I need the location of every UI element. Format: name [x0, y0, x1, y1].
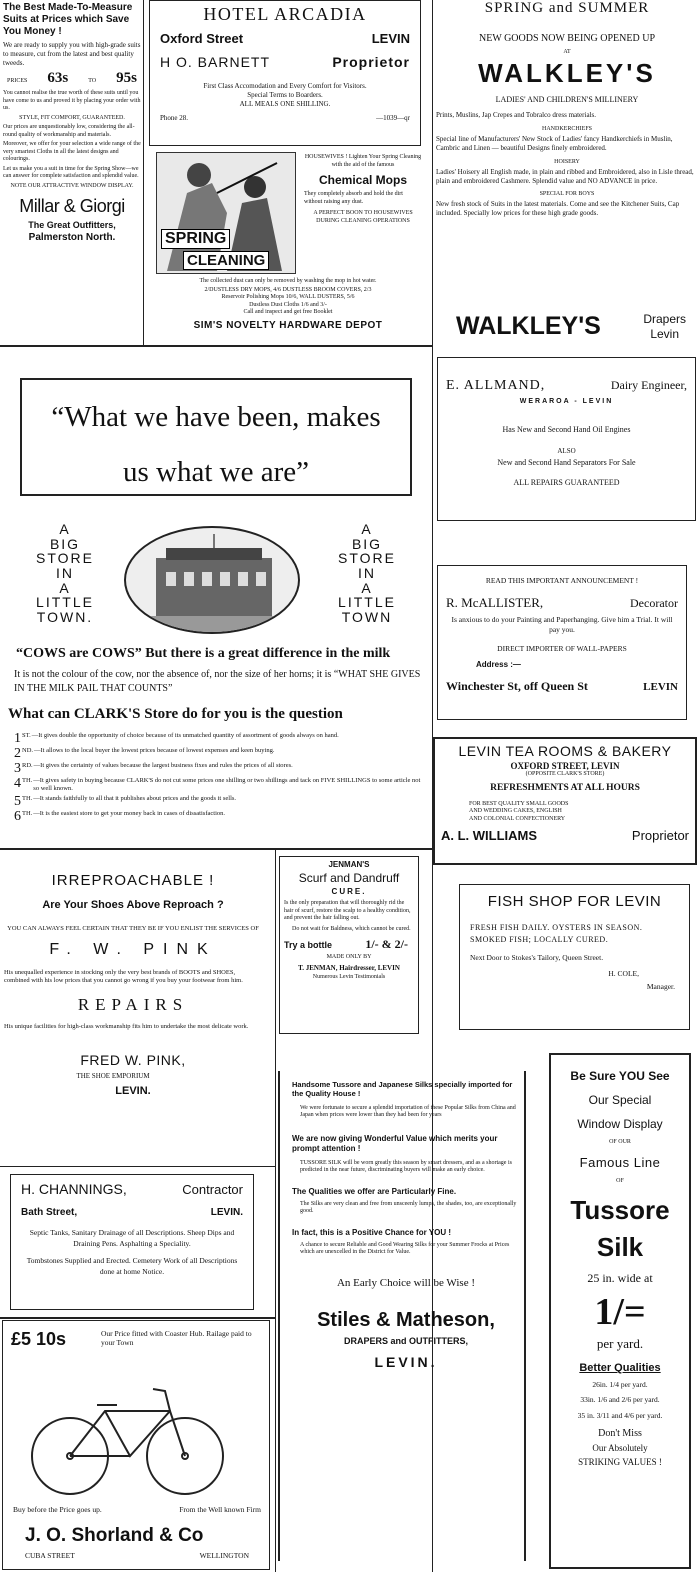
price-list: Reservoir Polishing Mops 10/6, WALL DUSTERS, 5/6 — [221, 294, 355, 300]
clarks-store-ad — [2, 350, 430, 846]
role: Decorator — [630, 596, 678, 611]
body-text: Special line of Manufacturers' New Stock of Ladies' fancy Handkerchiefs in Muslin, Cambric and Linen — beautiful Designs finely embroidered. — [436, 135, 673, 152]
body-text: Buy before the Price goes up. — [13, 1505, 102, 1514]
prices-label: PRICES — [7, 78, 28, 85]
slogan-word: STORE — [338, 550, 396, 567]
jenman-ad — [279, 856, 419, 1034]
product: Tussore — [570, 1195, 670, 1225]
point-number: 6 — [14, 808, 21, 824]
try-label: Try a bottle — [284, 940, 333, 950]
opposite: (OPPOSITE CLARK'S STORE) — [525, 771, 605, 777]
colour-line: It is not the colour of the cow, nor the absence of, nor the size of her horns; it is “WHAT SHE GIVES IN THE MILK PAIL THAT COUNTS” — [14, 669, 421, 694]
body-text: First Class Accomodation and Every Comfort for Visitors. — [203, 82, 367, 90]
headline: The Best Made-To-Measure Suits at Prices which Save You Money ! — [3, 2, 133, 37]
headline: Be Sure YOU See — [570, 1069, 670, 1083]
question-line: What can CLARK'S Store do for you is the question — [8, 706, 343, 722]
point-suffix: ST. — [22, 732, 31, 739]
emporium: THE SHOE EMPORIUM — [76, 1071, 150, 1080]
quality-line: 33in. 1/6 and 2/6 per yard. — [580, 1395, 660, 1405]
body-text: Call and inspect and get free Booklet — [243, 309, 333, 315]
point-item — [14, 777, 424, 794]
slogan-word: STORE — [36, 550, 94, 567]
street: OXFORD STREET, LEVIN — [510, 761, 620, 771]
per-yard: per yard. — [596, 1336, 644, 1351]
body-text: New fresh stock of Suits in the latest materials. Come and see the Kitchener Suits, Cap included. Specially low prices for these high grade goods. — [436, 200, 680, 217]
body-text: Prints, Muslins, Jap Crepes and Tobralco dress materials. — [436, 111, 596, 119]
store-name: WALKLEY'S — [456, 312, 601, 340]
body-text: Let us make you a suit in time for the Spring Show—we can answer for complete satisfaction and splendid value. — [3, 165, 139, 180]
millar-giorgi-ad — [3, 2, 141, 342]
body-text: Our prices are unquestionably low, considering the all-round quality of workmanship and materials. — [3, 124, 135, 138]
body-text: A chance to secure Reliable and Good Wearing Silks for your Summer Frocks at Prices which are unexcelled in the District for Value. — [300, 1241, 510, 1256]
bicycle-icon — [25, 1371, 225, 1501]
body-text: FOR BEST QUALITY SMALL GOODS — [469, 800, 569, 807]
maker: T. JENMAN, Hairdresser, LEVIN — [298, 963, 400, 972]
season-heading: SPRING and SUMMER — [484, 0, 650, 16]
town: LEVIN. — [374, 1353, 438, 1370]
hotel-title: HOTEL ARCADIA — [203, 4, 367, 24]
headline: Our Special — [588, 1093, 652, 1107]
store-name: Millar & Giorgi — [19, 196, 125, 217]
body-text: From the Well known Firm — [179, 1505, 261, 1514]
role: Proprietor — [332, 54, 410, 70]
headline: Famous Line — [579, 1154, 661, 1170]
shorland-bicycle-ad — [2, 1320, 270, 1570]
role: Dairy Engineer, — [610, 378, 687, 392]
point-text: —It allows to the local buyer the lowest prices because of lowest expenses and keen buying. — [34, 747, 275, 754]
heading: The Qualities we offer are Particularly Fine. — [292, 1186, 457, 1196]
body-text: Special Terms to Boarders. — [247, 90, 323, 99]
body-text: STYLE, FIT COMFORT, GUARANTEED. — [19, 114, 125, 121]
spring-label: SPRING — [161, 229, 230, 249]
intro-text: We are ready to supply you with high-grade suits to measure, cut from the latest and best quality tweeds. — [3, 41, 141, 67]
body-text: FRESH FISH DAILY. OYSTERS IN SEASON. SMOKED FISH; LOCALLY CURED. — [470, 923, 643, 944]
quality-line: 26in. 1/4 per yard. — [592, 1380, 648, 1389]
body-text: Our Price fitted with Coaster Hub. Railage paid to your Town — [101, 1329, 252, 1348]
name: F. W. PINK — [49, 941, 217, 959]
title: LEVIN TEA ROOMS & BAKERY — [458, 743, 672, 759]
side-slogan-right — [312, 522, 422, 625]
name: H. CHANNINGS, — [21, 1181, 127, 1197]
title: IRREPROACHABLE ! — [51, 872, 215, 889]
fish-shop-ad — [459, 884, 690, 1030]
points-list — [14, 732, 424, 825]
point-number: 1 — [14, 731, 21, 746]
point-item — [14, 762, 424, 776]
body-text: You cannot realise the true worth of these suits until you have come to us and proved it by placing your order with us. — [3, 90, 141, 112]
body-text: His unequalled experience in stocking only the very best brands of BOOTS and SHOES, combined with his low prices that you cannot go wrong if you buy your footwear from him. — [4, 969, 243, 985]
question: Are Your Shoes Above Reproach ? — [42, 899, 224, 911]
name: JENMAN'S — [328, 860, 370, 869]
body-text: Do not wait for Baldness, which cannot be cured. — [292, 925, 411, 932]
role: Proprietor — [631, 828, 689, 843]
width: 25 in. wide at — [587, 1271, 653, 1285]
store-building-icon — [126, 528, 300, 634]
point-text: —It stands faithfully to all that it publishes about prices and the goods it sells. — [33, 794, 237, 802]
section-heading: HANDKERCHIEFS — [541, 125, 592, 132]
slogan-word: LITTLE — [338, 594, 396, 611]
quality-line: 35 in. 3/11 and 4/6 per yard. — [577, 1410, 663, 1420]
section-heading: HOISERY — [554, 158, 580, 165]
point-item — [14, 810, 424, 824]
section-heading: SPECIAL FOR BOYS — [539, 190, 595, 197]
divider — [524, 1071, 526, 1561]
street: CUBA STREET — [25, 1551, 75, 1560]
headline: Window Display — [577, 1117, 663, 1131]
point-number: 4 — [14, 776, 21, 791]
store-name: Stiles & Matheson, — [317, 1308, 495, 1331]
channings-ad — [10, 1174, 254, 1310]
point-item — [14, 732, 424, 746]
firm-name: J. O. Shorland & Co — [25, 1525, 204, 1546]
sims-hardware-ad — [146, 148, 428, 344]
quote-line: us what we are” — [123, 456, 309, 489]
town: Levin — [650, 326, 679, 341]
role: Manager. — [646, 981, 675, 991]
code: —1039—qr — [376, 114, 410, 123]
store-name: SIM'S NOVELTY HARDWARE DEPOT — [193, 319, 383, 331]
street: Bath Street, — [21, 1207, 78, 1218]
dont-miss: Our Absolutely — [592, 1443, 648, 1454]
cows-line: “COWS are COWS” But there is a great difference in the milk — [16, 646, 391, 661]
point-number: 5 — [14, 793, 21, 809]
product-name: Chemical Mops — [318, 173, 408, 187]
price-high: 95s — [116, 70, 137, 87]
dept: LADIES' AND CHILDREN'S MILLINERY — [495, 95, 639, 104]
price: £5 10s — [11, 1329, 67, 1349]
levin-tea-rooms-ad — [433, 737, 697, 865]
cleaning-label: CLEANING — [183, 251, 269, 270]
divider — [143, 0, 144, 345]
body-text: Tombstones Supplied and Erected. Cemetery Work of all Descriptions done at home Notice. — [26, 1255, 238, 1276]
point-text: —It gives safety in buying because CLARK'S do not cut some prices one shilling or two shillings and tack on FIVE SHILLINGS to some article not so well known. — [33, 777, 421, 793]
point-suffix: ND. — [22, 747, 34, 754]
point-suffix: TH. — [22, 809, 33, 817]
refreshments: REFRESHMENTS AT ALL HOURS — [490, 782, 640, 793]
slogan-word: IN — [56, 565, 74, 582]
phone: Phone 28. — [160, 114, 188, 123]
heading: In fact, this is a Positive Chance for YOU ! — [292, 1227, 452, 1237]
slogan-word: TOWN — [341, 609, 393, 626]
body-text: ALSO — [557, 447, 576, 455]
address-label: Address :— — [476, 659, 521, 669]
allmand-ad — [437, 357, 696, 521]
body-text: NEW GOODS NOW BEING OPENED UP — [478, 33, 655, 44]
body-text: They completely absorb and hold the dirt without raising any dust. — [304, 191, 403, 205]
point-item — [14, 747, 424, 761]
repairs: REPAIRS — [77, 995, 189, 1015]
slogan-word: IN — [358, 565, 376, 582]
body-text: His unique facilities for high-class workmanship fits him to undertake the most delicate work. — [4, 1023, 249, 1031]
owner: A. L. WILLIAMS — [441, 828, 538, 843]
body-text: AND COLONIAL CONFECTIONERY — [469, 815, 566, 822]
dont-miss: STRIKING VALUES ! — [578, 1457, 662, 1468]
slogan-word: A — [59, 579, 71, 596]
role: Contractor — [182, 1182, 243, 1197]
divider — [278, 1071, 280, 1561]
slogan-word: BIG — [351, 535, 383, 552]
body-text: Next Door to Stokes's Tailory, Queen Street. — [470, 953, 604, 963]
store-illustration — [124, 526, 300, 634]
heading: Handsome Tussore and Japanese Silks specially imported for the Quality House ! — [292, 1080, 513, 1099]
point-suffix: TH. — [22, 794, 33, 802]
body-text: Ladies' Hoisery all English made, in plain and ribbed and Embroidered, also in Lisle thread, plain and embroidered Cashmere. Splendid value and NO ADVANCE in price. — [436, 168, 694, 185]
address: Winchester St, off Queen St — [446, 678, 588, 693]
town: LEVIN — [643, 680, 678, 693]
made-by: MADE ONLY BY — [326, 954, 372, 960]
walkleys-ad — [436, 0, 698, 355]
slogan-word: BIG — [49, 535, 81, 552]
body-text: AND WEDDING CAKES, ENGLISH — [469, 808, 562, 814]
subtitle: DRAPERS and OUTFITTERS, — [343, 1335, 468, 1346]
body-text: We were fortunate to secure a splendid importation of these Popular Silks from China and Japan when prices were lower than they had been for years — [300, 1104, 516, 1119]
town: LEVIN — [371, 31, 410, 46]
price: 1/- & 2/- — [365, 937, 408, 951]
body-text: The collected dust can only be removed by washing the mop in hot water. — [199, 278, 377, 284]
of-label: OF OUR — [609, 1139, 631, 1145]
town: LEVIN. — [115, 1085, 151, 1098]
tussore-silk-ad — [549, 1053, 691, 1569]
point-text: —It gives the certainty of values because the largest business fixes and rules the prices of all stores. — [33, 762, 293, 769]
announcement: READ THIS IMPORTANT ANNOUNCEMENT ! — [485, 576, 639, 585]
pink-shoes-ad — [4, 866, 262, 1158]
slogan: An Early Choice will be Wise ! — [336, 1276, 476, 1289]
slogan-word: LITTLE — [36, 594, 94, 611]
street: Oxford Street — [160, 31, 244, 46]
body-text: DIRECT IMPORTER OF WALL-PAPERS — [497, 644, 627, 654]
body-text: HOUSEWIVES ! Lighten Your Spring Cleaning with the aid of the famous — [304, 154, 422, 168]
hotel-arcadia-ad — [149, 0, 421, 146]
owner: H. COLE, — [608, 968, 639, 978]
body-text: AT — [563, 48, 571, 55]
divider — [0, 1317, 275, 1319]
price-list: Dustless Dust Cloths 1/6 and 3/- — [249, 301, 327, 308]
body-text: Moreover, we offer for your selection a wide range of the very smartest Cloths in all the latest designs and colourings. — [3, 141, 141, 163]
place: WERAROA - LEVIN — [519, 398, 614, 405]
slogan-word: A — [59, 521, 71, 537]
signature: FRED W. PINK, — [80, 1051, 186, 1068]
price-list: 2/DUSTLESS DRY MOPS, 4/6 DUSTLESS BROOM COVERS, 2/3 — [204, 286, 372, 293]
spring-cleaning-illustration — [156, 152, 296, 274]
side-slogan-left — [10, 522, 120, 625]
title: FISH SHOP FOR LEVIN — [487, 893, 662, 910]
body-text: ALL MEALS ONE SHILLING. — [239, 99, 331, 108]
town: Palmerston North. — [28, 232, 116, 244]
owner: H O. BARNETT — [160, 54, 271, 70]
body-text: ALL REPAIRS GUARANTEED — [513, 477, 620, 487]
body-text: New and Second Hand Separators For Sale — [497, 457, 636, 467]
city: WELLINGTON — [199, 1551, 249, 1560]
body-text: TUSSORE SILK will be worn greatly this season by smart dressers, and as a shortage is predicted in the near future, discriminating buyers will make an early choice. — [300, 1159, 512, 1174]
store-name: WALKLEY'S — [478, 58, 656, 88]
product: Scurf and Dandruff — [298, 871, 400, 885]
point-suffix: TH. — [22, 777, 33, 784]
body-text: The Silks are very clean and free from unsceenly lumps, the shades, too, are exceptionally good. — [300, 1200, 517, 1215]
testimonials: Numerous Levin Testimonials — [312, 974, 386, 981]
price-to: TO — [88, 78, 97, 85]
price: 1/= — [594, 1291, 646, 1333]
point-number: 2 — [14, 746, 21, 761]
of-label: OF — [616, 1177, 624, 1184]
slogan-word: A — [361, 521, 373, 537]
slogan-word: TOWN. — [36, 609, 94, 626]
town: LEVIN. — [210, 1207, 243, 1218]
body-text: NOTE OUR ATTRACTIVE WINDOW DISPLAY. — [10, 182, 134, 189]
divider — [0, 345, 432, 347]
divider — [0, 848, 432, 850]
point-item — [14, 795, 424, 809]
body-text: A PERFECT BOON TO HOUSEWIVES DURING CLEANING OPERATIONS — [313, 210, 413, 224]
dont-miss: Don't Miss — [598, 1428, 642, 1440]
point-text: —It is the easiest store to get your money back in cases of dissatisfaction. — [33, 809, 225, 817]
body-text: Has New and Second Hand Oil Engines — [502, 425, 631, 434]
body-text: Septic Tanks, Sanitary Drainage of all Descriptions. Sheep Dips and Draining Pens. Asphalting a Speciality. — [29, 1228, 235, 1248]
price-low: 63s — [47, 70, 69, 87]
point-text: —It gives double the opportunity of choice because of its unmatched quantity of assortment of goods always on hand. — [31, 732, 339, 739]
mcallister-ad — [437, 565, 687, 720]
slogan-word: A — [361, 579, 373, 596]
body-text: Is anxious to do your Painting and Paperhanging. Give him a Trial. It will pay you. — [451, 615, 673, 634]
body-text: YOU CAN ALWAYS FEEL CERTAIN THAT THEY BE IF YOU ENLIST THE SERVICES OF — [7, 925, 259, 932]
product: Silk — [596, 1232, 644, 1262]
drapers-label: Drapers — [643, 312, 686, 327]
divider — [275, 850, 276, 1572]
tagline: The Great Outfitters, — [28, 220, 116, 231]
divider — [0, 1166, 275, 1167]
cure: CURE. — [331, 887, 367, 896]
point-suffix: RD. — [22, 762, 33, 769]
body-text: Is the only preparation that will thoroughly rid the hair of scurf, restore the scalp to a healthy condition, and prevent the hair falling out. — [284, 900, 411, 921]
heading: We are now giving Wonderful Value which merits your prompt attention ! — [292, 1133, 498, 1153]
qualities-heading: Better Qualities — [579, 1362, 661, 1374]
name: R. McALLISTER, — [446, 595, 544, 611]
quote-line: “What we have been, makes — [51, 401, 381, 433]
stiles-matheson-ad — [292, 1080, 520, 1530]
name: E. ALLMAND, — [446, 378, 546, 393]
point-number: 3 — [14, 761, 21, 776]
